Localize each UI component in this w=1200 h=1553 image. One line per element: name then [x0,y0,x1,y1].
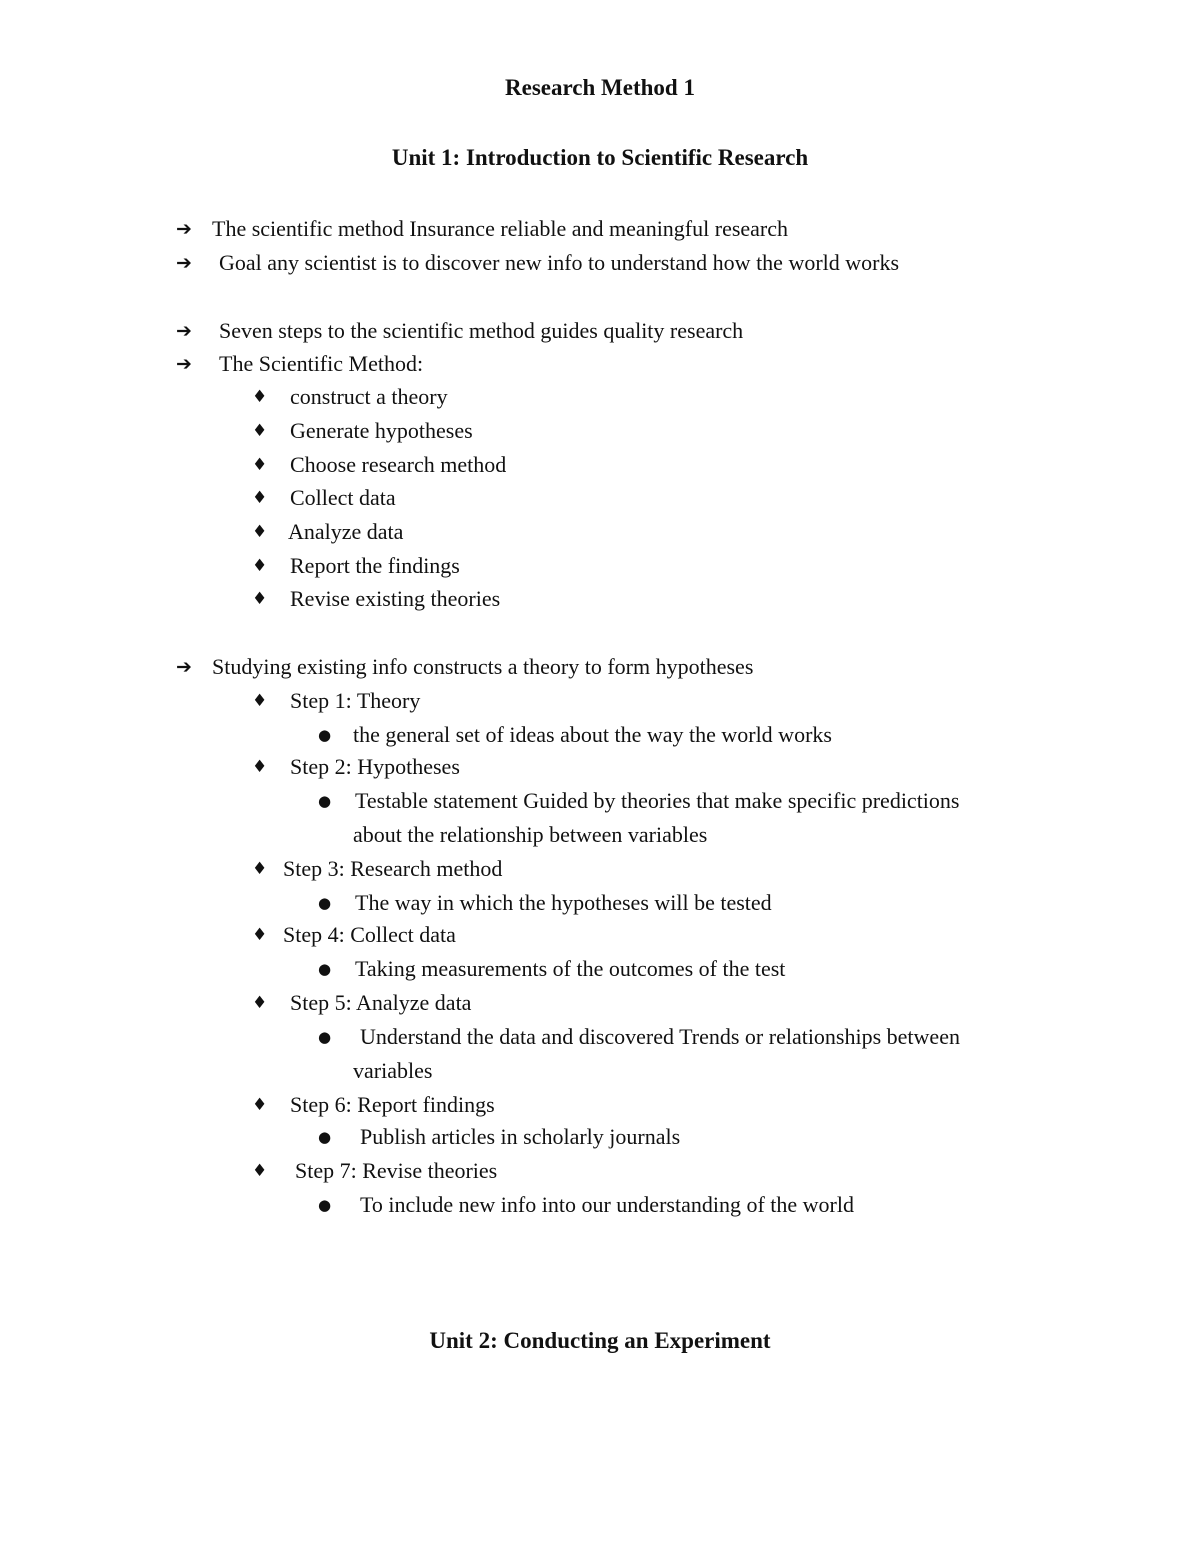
list-item-text: The Scientific Method: [219,351,424,376]
dot-bullet-icon: ● [318,894,332,912]
diamond-bullet-icon: ♦ [252,993,268,1013]
list-item-text: Studying existing info constructs a theory to form hypotheses [212,654,754,679]
arrow-icon: ➔ [176,218,192,240]
step-detail-text: Testable statement Guided by theories that make specific predictions [355,788,960,813]
dot-bullet-icon: ● [318,1128,332,1146]
step-detail-text: The way in which the hypotheses will be tested [355,890,772,915]
diamond-bullet-icon: ♦ [252,757,268,777]
dot-bullet-icon: ● [318,960,332,978]
list-item-text: Seven steps to the scientific method guides quality research [219,318,744,343]
diamond-bullet-icon: ♦ [252,1095,268,1115]
diamond-bullet-icon: ♦ [252,691,268,711]
unit-2-heading: Unit 2: Conducting an Experiment [429,1328,771,1353]
list-item-text: Analyze data [288,519,404,544]
diamond-bullet-icon: ♦ [252,1161,268,1181]
diamond-bullet-icon: ♦ [252,925,268,945]
diamond-bullet-icon: ♦ [252,421,268,441]
diamond-bullet-icon: ♦ [252,556,268,576]
step-detail-text: about the relationship between variables [353,822,708,847]
step-label: Step 4: Collect data [283,922,456,947]
arrow-icon: ➔ [176,656,192,678]
step-label: Step 7: Revise theories [295,1158,498,1183]
list-item-text: Collect data [290,485,396,510]
arrow-icon: ➔ [176,320,192,342]
dot-bullet-icon: ● [318,726,332,744]
step-detail-text: variables [353,1058,433,1083]
step-detail-text: To include new info into our understanding of the world [360,1192,854,1217]
dot-bullet-icon: ● [318,1196,332,1214]
diamond-bullet-icon: ♦ [252,387,268,407]
dot-bullet-icon: ● [318,1028,332,1046]
step-label: Step 6: Report findings [290,1092,495,1117]
step-label: Step 2: Hypotheses [290,754,460,779]
list-item-text: Generate hypotheses [290,418,473,443]
unit-1-heading: Unit 1: Introduction to Scientific Research [391,145,809,170]
list-item-text: Goal any scientist is to discover new info to understand how the world works [219,250,900,275]
diamond-bullet-icon: ♦ [252,859,268,879]
diamond-bullet-icon: ♦ [252,522,268,542]
list-item-text: construct a theory [290,384,448,409]
dot-bullet-icon: ● [318,792,332,810]
list-item-text: Report the findings [290,553,460,578]
diamond-bullet-icon: ♦ [252,455,268,475]
step-detail-text: Publish articles in scholarly journals [360,1124,681,1149]
document-title: Research Method 1 [505,75,695,100]
step-detail-text: Understand the data and discovered Trends or relationships between [360,1024,960,1049]
step-label: Step 1: Theory [290,688,421,713]
arrow-icon: ➔ [176,353,192,375]
diamond-bullet-icon: ♦ [252,589,268,609]
step-detail-text: the general set of ideas about the way the world works [353,722,832,747]
step-label: Step 3: Research method [283,856,503,881]
diamond-bullet-icon: ♦ [252,488,268,508]
step-detail-text: Taking measurements of the outcomes of the test [355,956,786,981]
list-item-text: Revise existing theories [290,586,501,611]
list-item-text: The scientific method Insurance reliable and meaningful research [212,216,789,241]
arrow-icon: ➔ [176,252,192,274]
step-label: Step 5: Analyze data [290,990,472,1015]
list-item-text: Choose research method [290,452,507,477]
